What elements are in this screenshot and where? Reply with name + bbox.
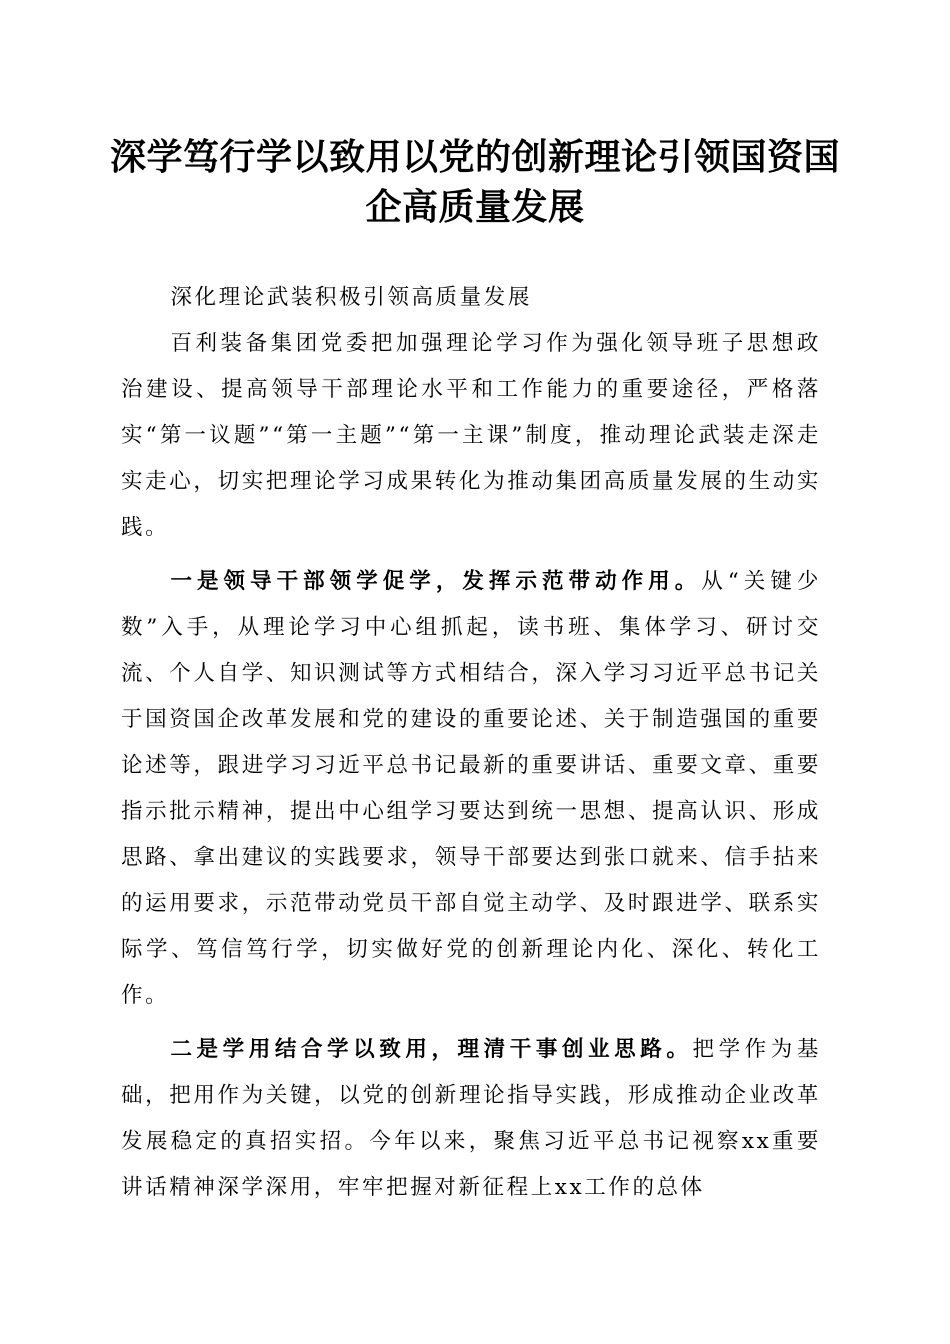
title-line-1: 深学笃行学以致用以党的创新理论引领国资国 bbox=[110, 136, 841, 178]
paragraph-intro bbox=[121, 321, 821, 551]
paragraph-point-two bbox=[121, 1027, 821, 1211]
document-title bbox=[110, 132, 840, 232]
section-subheading: 深化理论武装积极引领高质量发展 bbox=[170, 285, 532, 310]
document-body bbox=[121, 275, 821, 1211]
paragraph-intro-text: 百利装备集团党委把加强理论学习作为强化领导班子思想政治建设、提高领导干部理论水平和工作能力的重要途径，严格落实“第一议题”“第一主题”“第一主课”制度，推动理论武装走深走实走心，切实把理论学习成果转化为推动集团高质量发展的生动实践。 bbox=[121, 331, 821, 540]
paragraph-point-two-lead: 二是学用结合学以致用，理清干事创业思路。 bbox=[170, 1037, 693, 1062]
paragraph-point-one bbox=[121, 559, 821, 1019]
title-line-2: 企高质量发展 bbox=[365, 186, 585, 228]
paragraph-point-one-text: 从“关键少数”入手，从理论学习中心组抓起，读书班、集体学习、研讨交流、个人自学、知识测试等方式相结合，深入学习习近平总书记关于国资国企改革发展和党的建设的重要论述、关于制造强国的重要论述等，跟进学习习近平总书记最新的重要讲话、重要文章、重要指示批示精神，提出中心组学习要达到统一思想、提高认识、形成思路、拿出建议的实践要求，领导干部要达到张口就来、信手拈来的运用要求，示范带动党员干部自觉主动学、及时跟进学、联系实际学、笃信笃行学，切实做好党的创新理论内化、深化、转化工作。 bbox=[121, 569, 821, 1008]
paragraph-point-two-text: 把学作为基础，把用作为关键，以党的创新理论指导实践，形成推动企业改革发展稳定的真招实招。今年以来，聚焦习近平总书记视察xx重要讲话精神深学深用，牢牢把握对新征程上xx工作的总体 bbox=[121, 1037, 821, 1200]
paragraph-point-one-lead: 一是领导干部领学促学，发挥示范带动作用。 bbox=[170, 569, 702, 594]
